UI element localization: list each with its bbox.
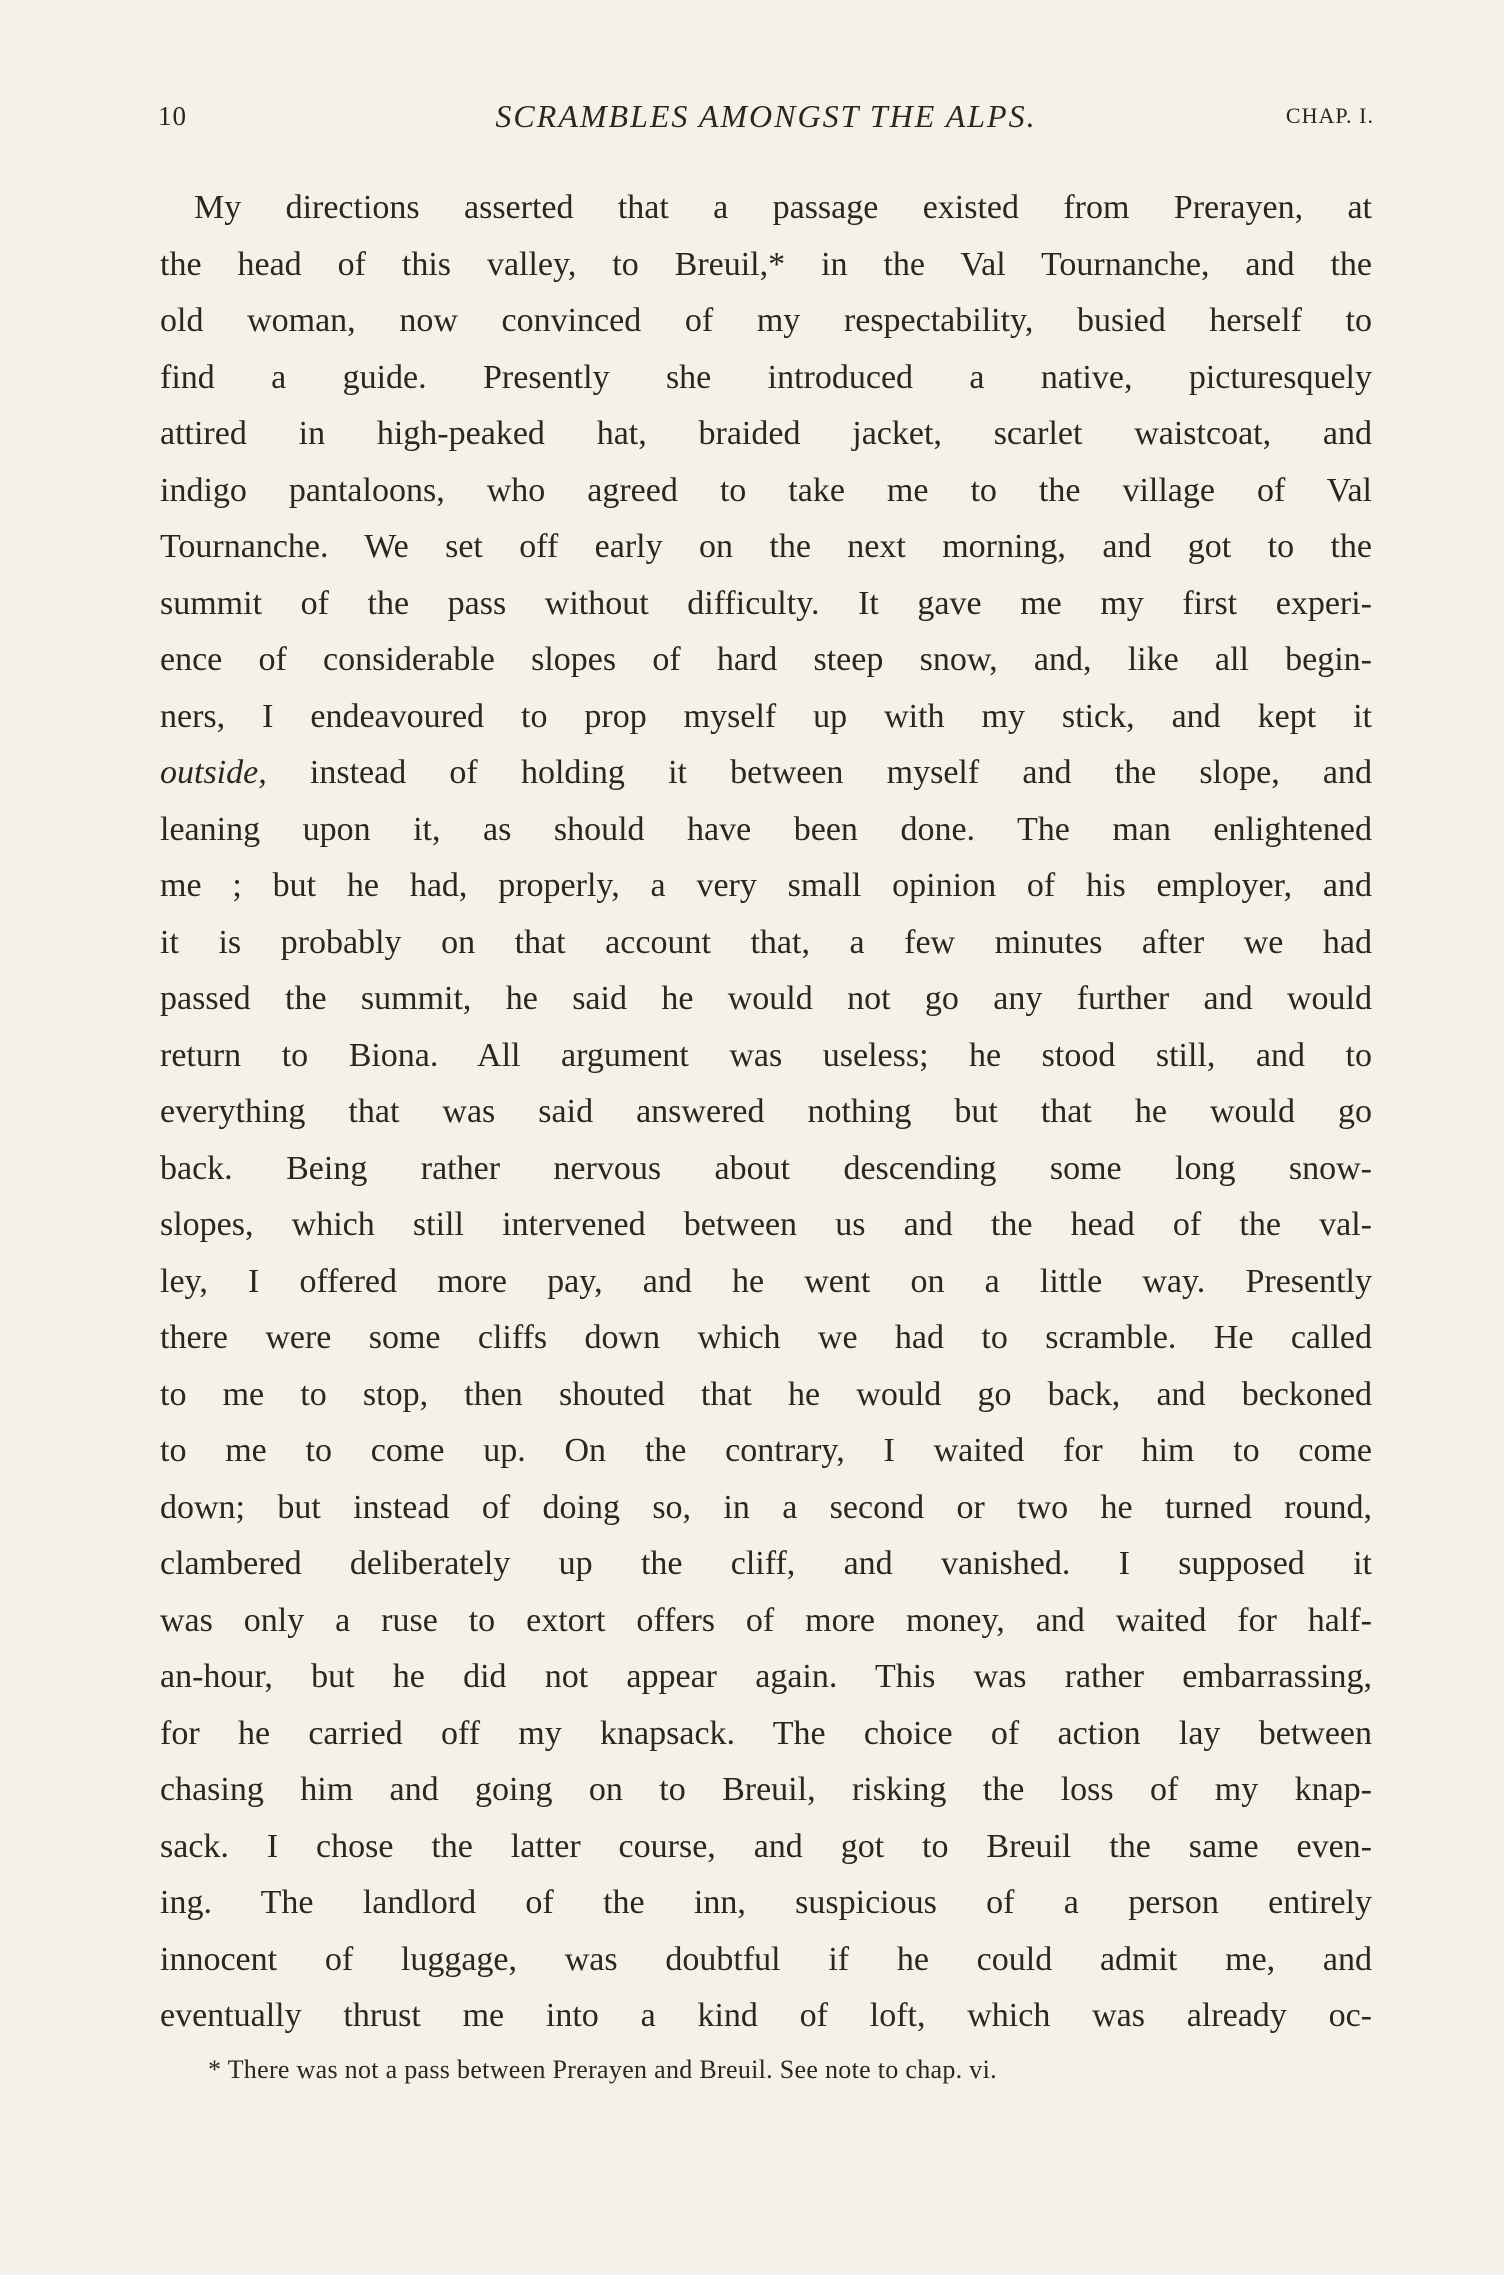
text-line: old woman, now convinced of my respectability, busied herself to	[160, 302, 1372, 339]
body-paragraph	[160, 180, 1372, 2045]
text-line: the head of this valley, to Breuil,* in the Val Tournanche, and the	[160, 245, 1372, 283]
text-line: ners, I endeavoured to prop myself up with my stick, and kept it	[160, 697, 1372, 735]
text-line: an-hour, but he did not appear again. This was rather embarrassing,	[160, 1658, 1372, 1695]
text-line: My directions asserted that a passage existed from Prerayen, at	[194, 189, 1372, 226]
running-head	[158, 96, 1374, 136]
text-line: innocent of luggage, was doubtful if he could admit me, and	[160, 1940, 1372, 1978]
italic-emphasis: outside,	[160, 754, 267, 791]
text-line: was only a ruse to extort offers of more money, and waited for half-	[160, 1601, 1372, 1639]
text-line: down; but instead of doing so, in a second or two he turned round,	[160, 1488, 1372, 1526]
page-number: 10	[158, 101, 187, 131]
text-line: it is probably on that account that, a few minutes after we had	[160, 923, 1372, 961]
text-line: sack. I chose the latter course, and got to Breuil the same even-	[160, 1827, 1372, 1865]
text-line: passed the summit, he said he would not go any further and would	[160, 980, 1372, 1017]
text-line-rest: instead of holding it between myself and the slope, and	[266, 754, 1372, 791]
text-line: ence of considerable slopes of hard steep snow, and, like all begin-	[160, 641, 1372, 678]
text-line	[160, 745, 1372, 802]
text-line: to me to come up. On the contrary, I waited for him to come	[160, 1432, 1372, 1469]
chapter-label: CHAP. I.	[1285, 103, 1374, 128]
text-line: slopes, which still intervened between us and the head of the val-	[160, 1206, 1372, 1243]
text-line: indigo pantaloons, who agreed to take me to the village of Val	[160, 471, 1372, 509]
text-line: back. Being rather nervous about descending some long snow-	[160, 1149, 1372, 1187]
text-line: ing. The landlord of the inn, suspicious of a person entirely	[160, 1884, 1372, 1921]
text-line: me ; but he had, properly, a very small opinion of his employer, and	[160, 867, 1372, 904]
text-line: eventually thrust me into a kind of loft, which was already oc-	[160, 1997, 1372, 2034]
text-line: attired in high-peaked hat, braided jacket, scarlet waistcoat, and	[160, 415, 1372, 452]
text-line: ley, I offered more pay, and he went on a little way. Presently	[160, 1262, 1372, 1300]
text-line: everything that was said answered nothing but that he would go	[160, 1093, 1372, 1130]
text-line: there were some cliffs down which we had to scramble. He called	[160, 1319, 1372, 1356]
text-line: for he carried off my knapsack. The choice of action lay between	[160, 1714, 1372, 1752]
text-line: summit of the pass without difficulty. It gave me my first experi-	[160, 584, 1372, 622]
footnote: * There was not a pass between Prerayen and Breuil. See note to chap. vi.	[208, 2055, 997, 2084]
text-line: to me to stop, then shouted that he would go back, and beckoned	[160, 1375, 1372, 1413]
text-line: return to Biona. All argument was useless; he stood still, and to	[160, 1036, 1372, 1074]
text-line: Tournanche. We set off early on the next morning, and got to the	[160, 528, 1372, 565]
text-line: chasing him and going on to Breuil, risking the loss of my knap-	[160, 1771, 1372, 1808]
running-title: SCRAMBLES AMONGST THE ALPS.	[495, 98, 1037, 134]
text-line: clambered deliberately up the cliff, and vanished. I supposed it	[160, 1545, 1372, 1582]
text-line: find a guide. Presently she introduced a native, picturesquely	[160, 358, 1372, 396]
text-line: leaning upon it, as should have been done. The man enlightened	[160, 810, 1372, 848]
